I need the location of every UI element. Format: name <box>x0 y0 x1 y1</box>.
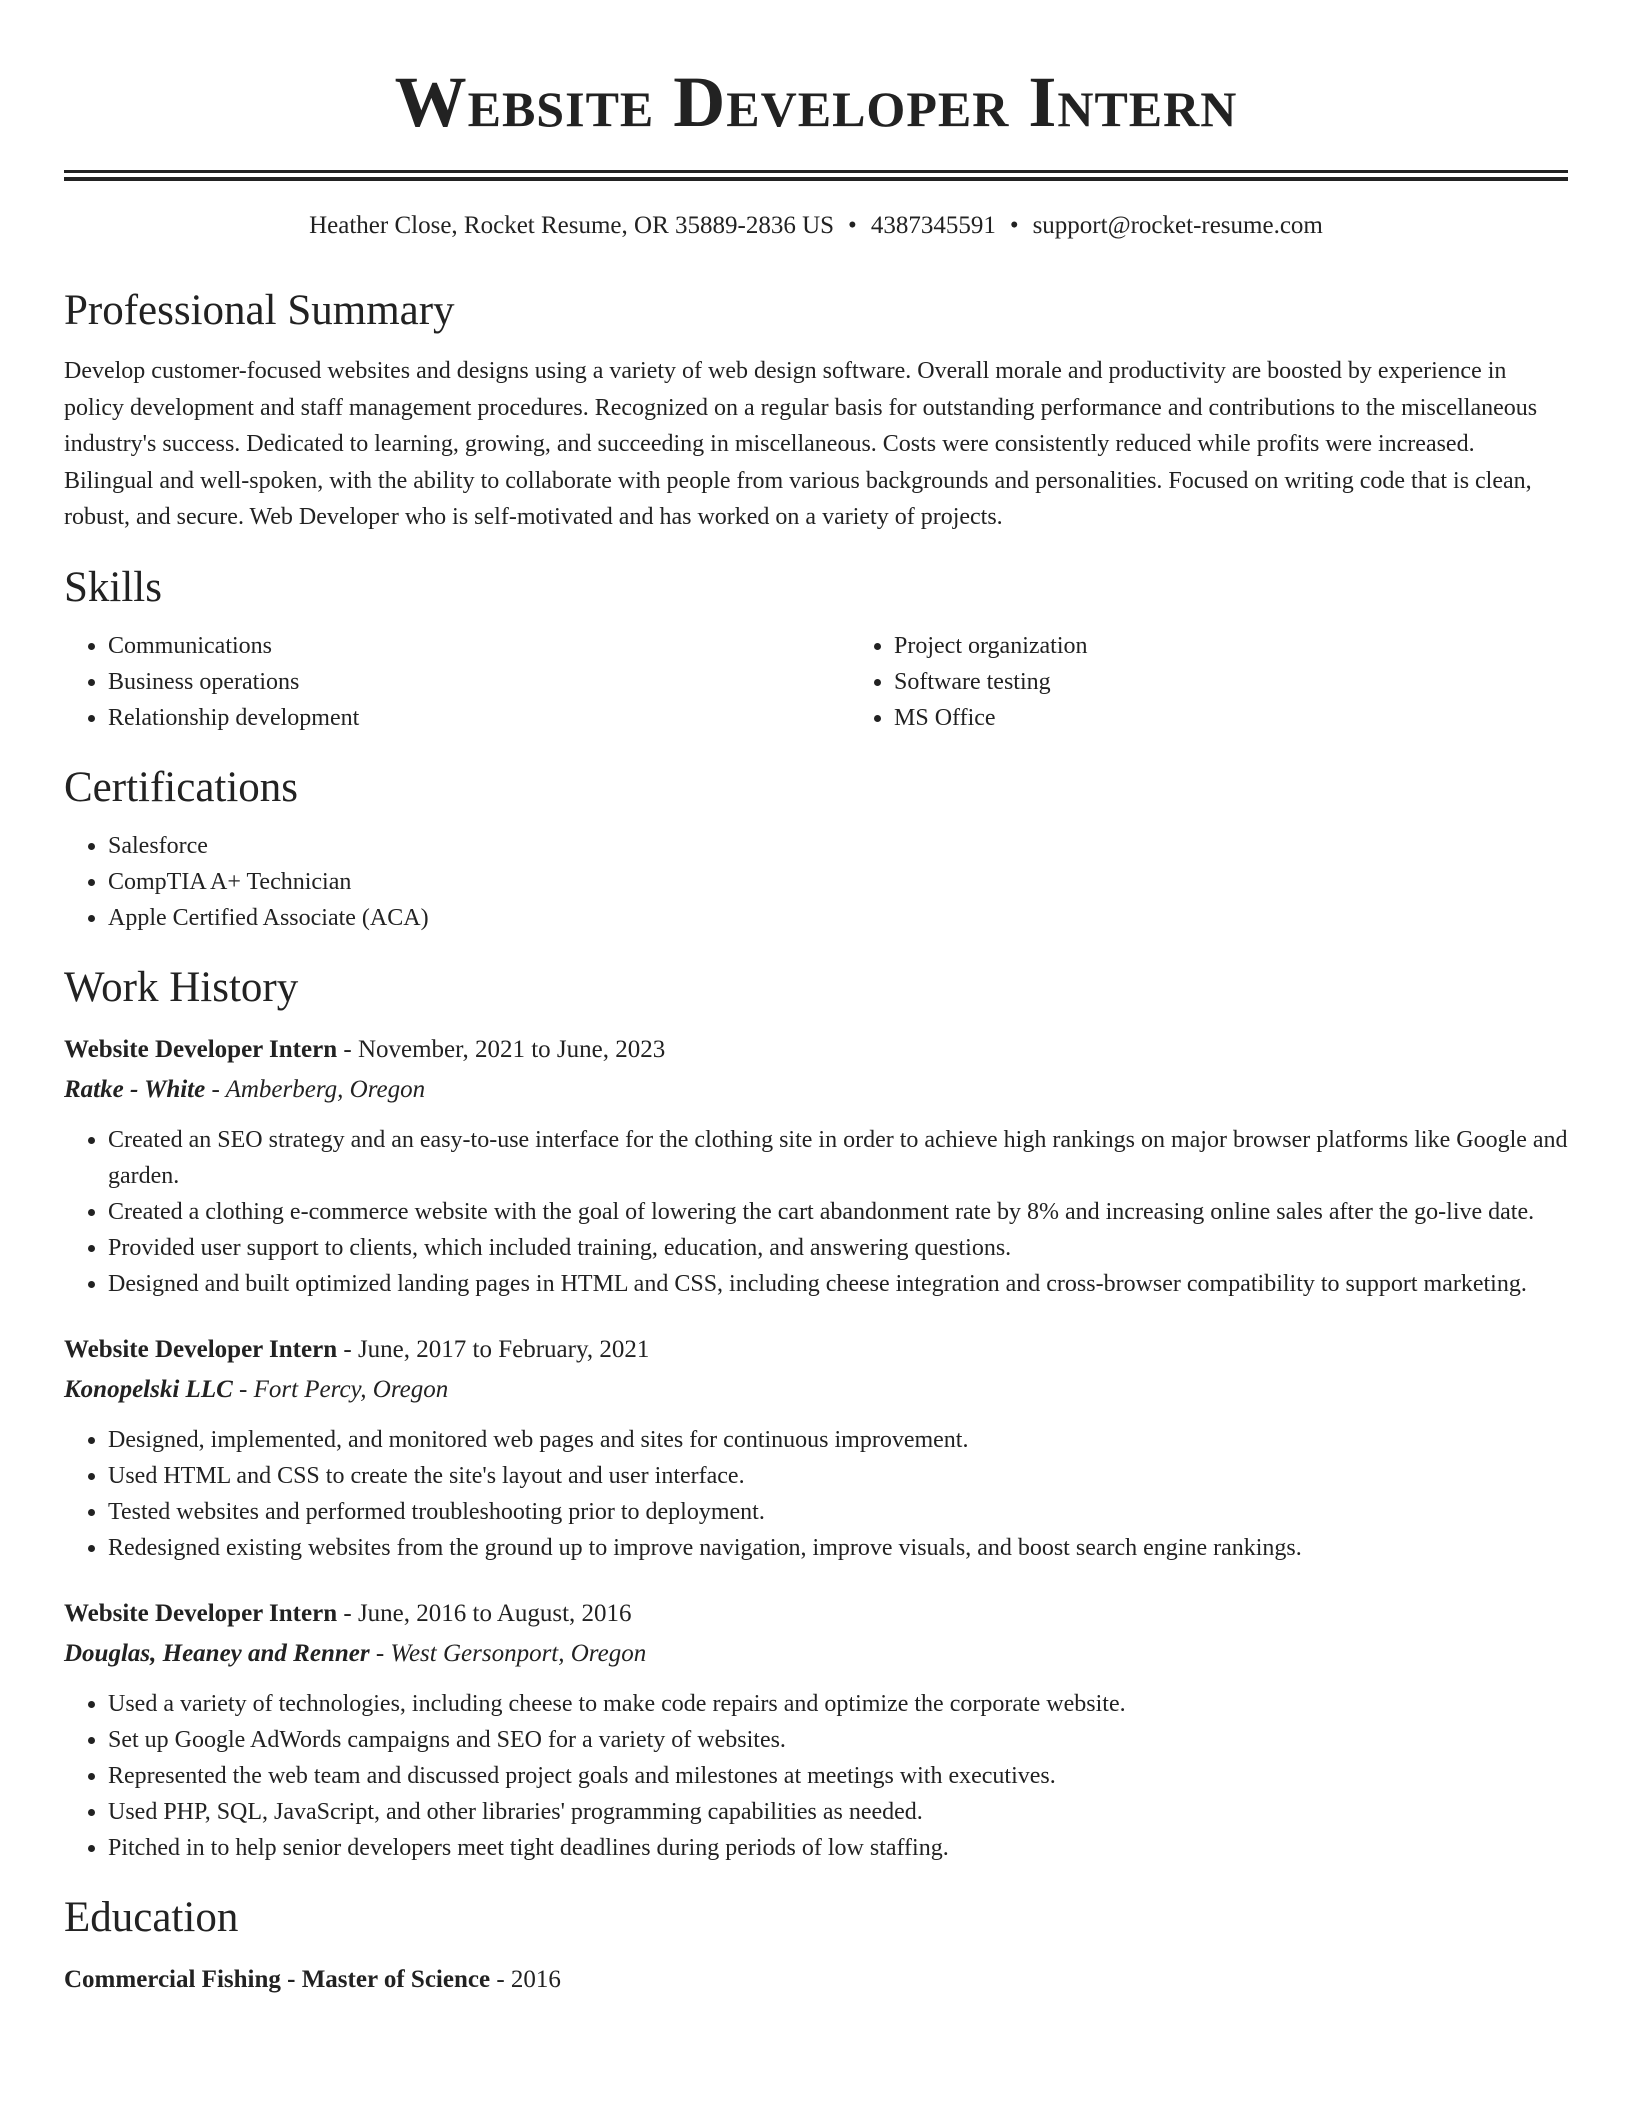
skill-item: • Relationship development <box>108 700 850 736</box>
skills-list-left <box>64 628 850 736</box>
job-header: Website Developer Intern - November, 2021 to June, 2023 <box>64 1035 666 1063</box>
job-bullets <box>64 1686 1568 1866</box>
job-dates: November, 2021 to June, 2023 <box>357 1035 666 1063</box>
job-bullet: • Represented the web team and discussed project goals and milestones at meetings with executives. <box>108 1758 1568 1794</box>
job-header: Website Developer Intern - June, 2016 to August, 2016 <box>64 1599 632 1627</box>
job-header: Website Developer Intern - June, 2017 to February, 2021 <box>64 1335 650 1363</box>
contact-separator: • <box>1009 212 1019 239</box>
contact-line <box>64 209 1568 243</box>
contact-phone: 4387345591 <box>870 212 996 239</box>
education-year: 2016 <box>510 1965 561 1993</box>
skills-grid <box>64 628 1568 736</box>
summary-heading: Professional Summary <box>64 287 455 334</box>
skill-item: • MS Office <box>894 700 1632 736</box>
job-bullet: • Used a variety of technologies, including cheese to make code repairs and optimize the corporate website. <box>108 1686 1568 1722</box>
education-entry: Commercial Fishing - Master of Science - 2016 <box>64 1965 561 1993</box>
job-company: Douglas, Heaney and Renner <box>64 1639 370 1667</box>
job-bullet: • Provided user support to clients, which included training, education, and answering questions. <box>108 1230 1568 1266</box>
skill-item: • Software testing <box>894 664 1632 700</box>
job-role: Website Developer Intern <box>64 1035 338 1063</box>
job-entry <box>64 1330 1568 1566</box>
job-bullets <box>64 1422 1568 1566</box>
title-divider <box>64 170 1568 173</box>
job-bullet: • Redesigned existing websites from the ground up to improve navigation, improve visuals, and boost search engine rankings. <box>108 1530 1568 1566</box>
job-role: Website Developer Intern <box>64 1335 338 1363</box>
skills-list-right <box>850 628 1632 736</box>
job-company: Konopelski LLC <box>64 1375 233 1403</box>
job-dates: June, 2016 to August, 2016 <box>357 1599 632 1627</box>
work-history-heading: Work History <box>64 963 299 1011</box>
certifications-heading: Certifications <box>64 763 299 811</box>
job-bullet: • Tested websites and performed troubleshooting prior to deployment. <box>108 1494 1568 1530</box>
job-bullet: • Created an SEO strategy and an easy-to-use interface for the clothing site in order to achieve high rankings on major browser platforms like Google and garden. <box>108 1122 1568 1194</box>
job-employer: Ratke - White - Amberberg, Oregon <box>64 1075 426 1103</box>
job-entry <box>64 1594 1568 1866</box>
job-bullet: • Designed and built optimized landing pages in HTML and CSS, including cheese integration and cross-browser compatibility to support marketing. <box>108 1266 1568 1302</box>
certification-item: • Apple Certified Associate (ACA) <box>108 900 1568 936</box>
job-dates: June, 2017 to February, 2021 <box>357 1335 650 1363</box>
job-employer: Douglas, Heaney and Renner - West Gersonport, Oregon <box>64 1639 647 1667</box>
education-heading: Education <box>64 1893 239 1941</box>
job-location: Amberberg, Oregon <box>225 1075 426 1103</box>
contact-address: Heather Close, Rocket Resume, OR 35889-2836 US <box>309 212 835 239</box>
job-role: Website Developer Intern <box>64 1599 338 1627</box>
job-entry <box>64 1030 1568 1302</box>
certification-item: • CompTIA A+ Technician <box>108 864 1568 900</box>
contact-email: support@rocket-resume.com <box>1032 212 1323 239</box>
job-bullet: • Created a clothing e-commerce website with the goal of lowering the cart abandonment rate by 8% and increasing online sales after the go-live date. <box>108 1194 1568 1230</box>
skill-item: • Communications <box>108 628 850 664</box>
job-bullet: • Pitched in to help senior developers meet tight deadlines during periods of low staffing. <box>108 1830 1568 1866</box>
certifications-list <box>64 828 1568 936</box>
page-title: Website Developer Intern <box>394 62 1238 142</box>
summary-text: Develop customer-focused websites and designs using a variety of web design software. Overall morale and productivity are boosted by experience in policy development and staff management procedures. Recognized on a regular basis for outstanding performance and contributions to the miscellaneous industry's success. Dedicated to learning, growing, and succeeding in miscellaneous. Costs were consistently reduced while profits were increased. Bilingual and well-spoken, with the ability to collaborate with people from various backgrounds and personalities. Focused on writing code that is clean, robust, and secure. Web Developer who is self-motivated and has worked on a variety of projects. <box>64 358 1538 530</box>
job-bullets <box>64 1122 1568 1302</box>
job-bullet: • Set up Google AdWords campaigns and SEO for a variety of websites. <box>108 1722 1568 1758</box>
job-location: West Gersonport, Oregon <box>390 1639 647 1667</box>
education-degree: Commercial Fishing - Master of Science <box>64 1965 491 1993</box>
job-employer: Konopelski LLC - Fort Percy, Oregon <box>64 1375 449 1403</box>
job-company: Ratke - White <box>64 1075 206 1103</box>
contact-separator: • <box>848 212 857 239</box>
skills-heading: Skills <box>64 563 162 611</box>
job-bullet: • Designed, implemented, and monitored web pages and sites for continuous improvement. <box>108 1422 1568 1458</box>
job-bullet: • Used PHP, SQL, JavaScript, and other libraries' programming capabilities as needed. <box>108 1794 1568 1830</box>
job-bullet: • Used HTML and CSS to create the site's layout and user interface. <box>108 1458 1568 1494</box>
job-location: Fort Percy, Oregon <box>253 1375 449 1403</box>
certification-item: • Salesforce <box>108 828 1568 864</box>
skill-item: • Business operations <box>108 664 850 700</box>
skill-item: • Project organization <box>894 628 1632 664</box>
